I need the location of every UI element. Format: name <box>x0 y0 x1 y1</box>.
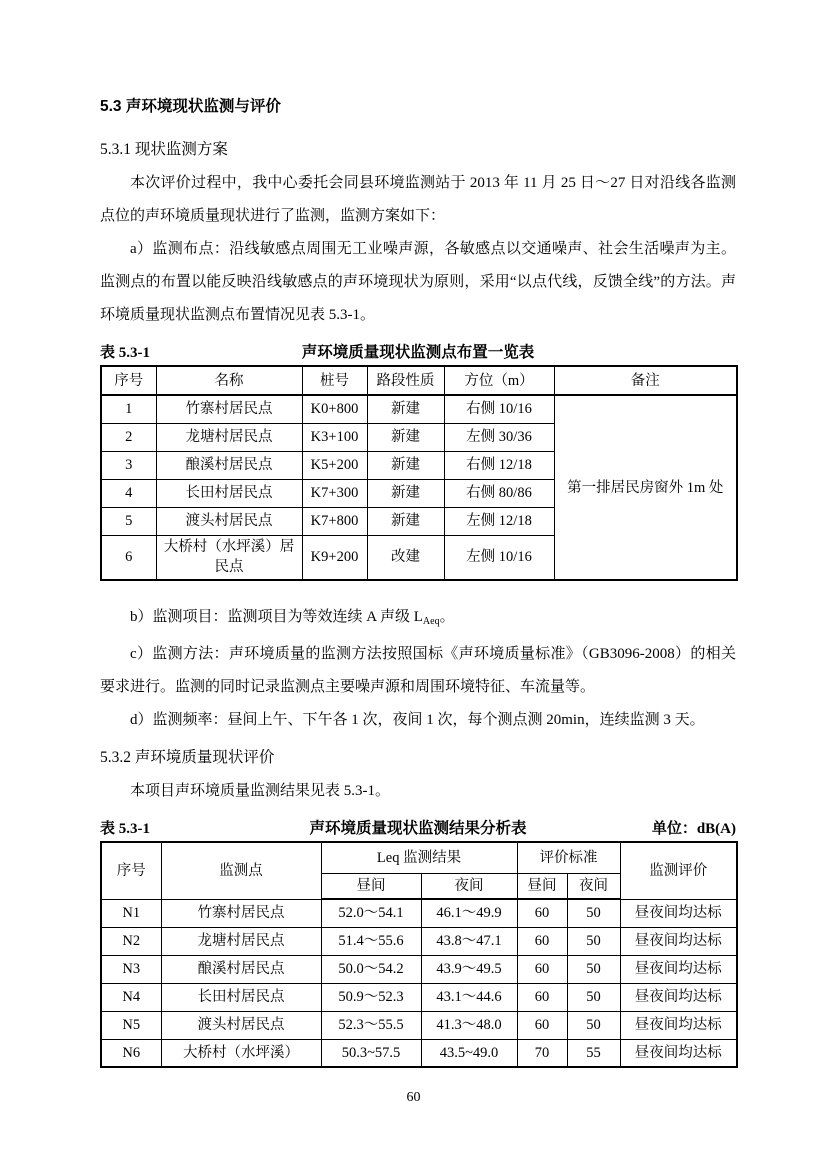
col-header-name: 名称 <box>156 366 302 395</box>
item-b-text: b）监测项目：监测项目为等效连续 A 声级 L <box>130 609 423 625</box>
cell-seq: 6 <box>101 535 156 580</box>
table-row <box>101 395 737 423</box>
cell-std-day: 60 <box>517 899 567 927</box>
col-header-remark: 备注 <box>554 366 737 395</box>
cell-stake: K5+200 <box>302 451 367 479</box>
cell-std-day: 60 <box>517 1011 567 1039</box>
table1-caption <box>100 341 736 365</box>
cell-road-type: 新建 <box>367 423 444 451</box>
col-header-point: 监测点 <box>161 842 321 899</box>
table-row <box>101 955 737 983</box>
cell-seq: 4 <box>101 479 156 507</box>
cell-stake: K7+800 <box>302 507 367 535</box>
cell-leq-night: 43.5~49.0 <box>421 1039 517 1067</box>
table-row <box>101 899 737 927</box>
cell-point: 大桥村（水坪溪） <box>161 1039 321 1067</box>
table-header-row <box>101 366 737 395</box>
table-row <box>101 1011 737 1039</box>
table2-caption-unit: 单位：dB(A) <box>651 821 736 837</box>
cell-seq: N1 <box>101 899 161 927</box>
cell-position: 右侧 10/16 <box>444 395 554 423</box>
table1-caption-title: 声环境质量现状监测点布置一览表 <box>301 344 535 361</box>
cell-leq-night: 43.1～44.6 <box>421 983 517 1011</box>
cell-leq-day: 50.9～52.3 <box>321 983 421 1011</box>
cell-std-night: 50 <box>567 1011 620 1039</box>
cell-stake: K3+100 <box>302 423 367 451</box>
cell-eval: 昼夜间均达标 <box>620 1039 737 1067</box>
col-header-std-group: 评价标准 <box>517 842 620 873</box>
cell-seq: 2 <box>101 423 156 451</box>
cell-std-day: 60 <box>517 983 567 1011</box>
col-header-leq-group: Leq 监测结果 <box>321 842 517 873</box>
col-header-leq-night: 夜间 <box>421 873 517 899</box>
paragraph-item-a: a）监测布点：沿线敏感点周围无工业噪声源，各敏感点以交通噪声、社会生活噪声为主。监测点的布置以能反映沿线敏感点的声环境现状为原则，采用“以点代线，反馈全线”的方法。声环境质量现状监测点布置情况见表 5.3-1。 <box>100 241 736 323</box>
paragraph-item-d: d）监测频率：昼间上午、下午各 1 次，夜间 1 次，每个测点测 20min，连续监测 3 天。 <box>130 712 705 728</box>
table-row <box>101 927 737 955</box>
table-header-row-1 <box>101 842 737 873</box>
cell-point: 酿溪村居民点 <box>161 955 321 983</box>
cell-name: 渡头村居民点 <box>156 507 302 535</box>
cell-name: 竹寨村居民点 <box>156 395 302 423</box>
cell-stake: K7+300 <box>302 479 367 507</box>
cell-position: 左侧 30/36 <box>444 423 554 451</box>
heading-5-3-2: 5.3.2 声环境质量现状评价 <box>100 749 275 766</box>
col-header-std-night: 夜间 <box>567 873 620 899</box>
cell-leq-night: 41.3～48.0 <box>421 1011 517 1039</box>
item-b-subscript: Aeq <box>422 616 440 627</box>
cell-std-night: 50 <box>567 899 620 927</box>
cell-name: 酿溪村居民点 <box>156 451 302 479</box>
cell-point: 竹寨村居民点 <box>161 899 321 927</box>
heading-5-3: 5.3 声环境现状监测与评价 <box>100 98 281 115</box>
cell-seq: N4 <box>101 983 161 1011</box>
col-header-position: 方位（m） <box>444 366 554 395</box>
cell-leq-night: 46.1～49.9 <box>421 899 517 927</box>
col-header-std-day: 昼间 <box>517 873 567 899</box>
cell-road-type: 改建 <box>367 535 444 580</box>
cell-leq-day: 51.4～55.6 <box>321 927 421 955</box>
cell-eval: 昼夜间均达标 <box>620 983 737 1011</box>
paragraph-item-c: c）监测方法：声环境质量的监测方法按照国标《声环境质量标准》（GB3096-2008）的相关要求进行。监测的同时记录监测点主要噪声源和周围环境特征、车流量等。 <box>100 646 736 695</box>
cell-road-type: 新建 <box>367 451 444 479</box>
cell-std-night: 50 <box>567 927 620 955</box>
page-number: 60 <box>406 1090 421 1105</box>
paragraph-item-b <box>100 601 736 638</box>
table2-caption-label: 表 5.3-1 <box>100 821 150 837</box>
cell-std-day: 60 <box>517 955 567 983</box>
cell-leq-day: 52.0～54.1 <box>321 899 421 927</box>
col-header-stake: 桩号 <box>302 366 367 395</box>
cell-eval: 昼夜间均达标 <box>620 955 737 983</box>
col-header-road-type: 路段性质 <box>367 366 444 395</box>
cell-std-night: 55 <box>567 1039 620 1067</box>
cell-leq-day: 50.3~57.5 <box>321 1039 421 1067</box>
cell-stake: K9+200 <box>302 535 367 580</box>
cell-leq-night: 43.9～49.5 <box>421 955 517 983</box>
cell-seq: 5 <box>101 507 156 535</box>
cell-name: 大桥村（水坪溪）居民点 <box>156 535 302 580</box>
cell-point: 长田村居民点 <box>161 983 321 1011</box>
cell-leq-day: 50.0～54.2 <box>321 955 421 983</box>
cell-road-type: 新建 <box>367 479 444 507</box>
cell-name: 龙塘村居民点 <box>156 423 302 451</box>
cell-remark-merged: 第一排居民房窗外 1m 处 <box>554 395 737 580</box>
cell-stake: K0+800 <box>302 395 367 423</box>
monitoring-points-table <box>100 365 738 581</box>
paragraph-intro: 本次评价过程中，我中心委托会同县环境监测站于 2013 年 11 月 25 日～27 日对沿线各监测点位的声环境质量现状进行了监测，监测方案如下： <box>100 175 736 224</box>
cell-std-day: 70 <box>517 1039 567 1067</box>
cell-std-day: 60 <box>517 927 567 955</box>
cell-seq: 3 <box>101 451 156 479</box>
cell-eval: 昼夜间均达标 <box>620 899 737 927</box>
table2-caption <box>100 817 736 841</box>
cell-point: 渡头村居民点 <box>161 1011 321 1039</box>
cell-seq: N3 <box>101 955 161 983</box>
cell-seq: N2 <box>101 927 161 955</box>
cell-point: 龙塘村居民点 <box>161 927 321 955</box>
item-b-period: 。 <box>439 609 455 625</box>
page-content <box>100 96 736 1068</box>
col-header-seq: 序号 <box>101 366 156 395</box>
cell-road-type: 新建 <box>367 395 444 423</box>
cell-eval: 昼夜间均达标 <box>620 927 737 955</box>
cell-leq-night: 43.8～47.1 <box>421 927 517 955</box>
col-header-seq: 序号 <box>101 842 161 899</box>
cell-road-type: 新建 <box>367 507 444 535</box>
cell-leq-day: 52.3～55.5 <box>321 1011 421 1039</box>
table-row <box>101 983 737 1011</box>
monitoring-results-table <box>100 841 738 1068</box>
heading-5-3-1: 5.3.1 现状监测方案 <box>100 141 228 158</box>
cell-position: 左侧 10/16 <box>444 535 554 580</box>
cell-std-night: 50 <box>567 955 620 983</box>
col-header-leq-day: 昼间 <box>321 873 421 899</box>
cell-position: 右侧 80/86 <box>444 479 554 507</box>
table-row <box>101 1039 737 1067</box>
cell-position: 右侧 12/18 <box>444 451 554 479</box>
paragraph-results: 本项目声环境质量监测结果见表 5.3-1。 <box>130 783 390 799</box>
cell-position: 左侧 12/18 <box>444 507 554 535</box>
cell-seq: N5 <box>101 1011 161 1039</box>
cell-std-night: 50 <box>567 983 620 1011</box>
cell-eval: 昼夜间均达标 <box>620 1011 737 1039</box>
table2-caption-title: 声环境质量现状监测结果分析表 <box>309 820 527 837</box>
cell-name: 长田村居民点 <box>156 479 302 507</box>
col-header-eval: 监测评价 <box>620 842 737 899</box>
cell-seq: N6 <box>101 1039 161 1067</box>
table1-caption-label: 表 5.3-1 <box>100 345 150 361</box>
cell-seq: 1 <box>101 395 156 423</box>
